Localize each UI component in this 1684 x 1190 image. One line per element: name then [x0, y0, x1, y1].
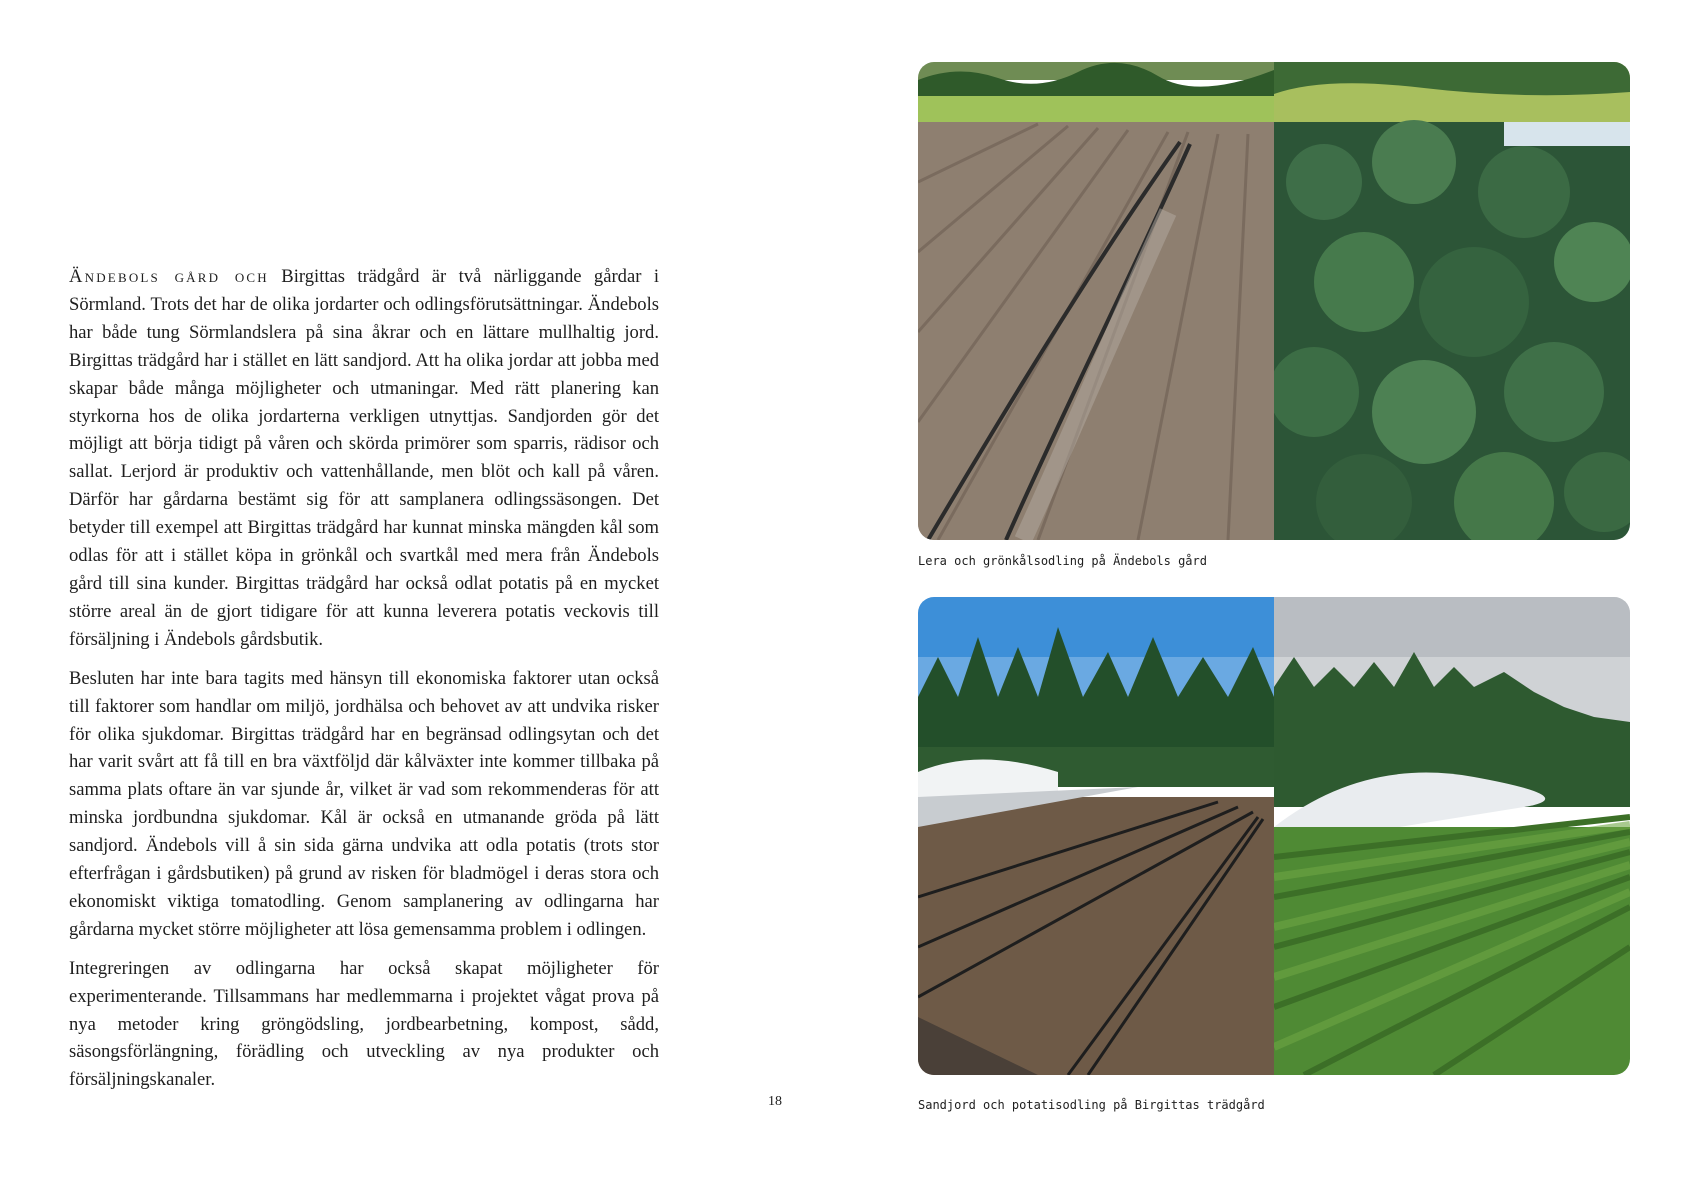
sandy-soil-photo	[918, 597, 1274, 1075]
bottom-photo-pair	[918, 597, 1630, 1075]
lead-in: Ändebols gård och	[69, 266, 269, 287]
paragraph-2: Besluten har inte bara tagits med hänsyn till ekonomiska faktorer utan också till faktorer som handlar om miljö, jordhälsa och behovet av att undvika risker för olika sjukdomar. Birgittas trädgård har en begränsad odlingsytan och det har varit svårt att få till en bra växtföljd där kålväxter inte kommer tillbaka på samma plats oftare än var sjunde år, vilket är vad som rekommenderas för att minska jordbundna sjukdomar. Kål är också en utmanande gröda på lätt sandjord. Ändebols vill å sin sida gärna undvika att odla potatis (trots stor efterfrågan i gårdsbutiken) på grund av risken för bladmögel i deras stora och ekonomiskt viktiga tomatodling. Genom samplanering av odlingarna har gårdarna mycket större möjligheter att lösa gemensamma problem i odlingen.	[69, 667, 659, 940]
paragraph-1-text: Birgittas trädgård är två närliggande gårdar i Sörmland. Trots det har de olika jordarter och odlingsförutsättningar. Ändebols har både tung Sörmlandslera på sina åkrar och en lättare mullhaltig jord. Birgittas trädgård har i stället en lätt sandjord. Att ha olika jordar att jobba med skapar både många möjligheter och utmaningar. Med rätt planering kan styrkorna hos de olika jordarterna verkligen utnyttjas. Sandjorden gör det möjligt att börja tidigt på våren och skörda primörer som sparris, rädisor och sallat. Lerjord är produktiv och vattenhållande, men blöt och kall på våren. Därför har gårdarna bestämt sig för att samplanera odlingssäsongen. Det betyder till exempel att Birgittas trädgård har kunnat minska mängden kål som odlas för att i stället köpa in grönkål och svartkål med mera från Ändebols gård till sina kunder. Birgittas trädgård har också odlat potatis på en mycket större areal än de gjort tidigare för att kunna leverera potatis veckovis till försäljning i Ändebols gårdsbutik.	[69, 266, 659, 650]
article-body	[69, 263, 659, 1105]
paragraph-3: Integreringen av odlingarna har också skapat möjligheter för experimenterande. Tillsammans har medlemmarna i projektet vågat prova på nya metoder kring gröngödsling, jordbearbetning, kompost, sådd, säsongsförlängning, förädling och utveckling av nya produkter och försäljningskanaler.	[69, 957, 659, 1091]
potato-field-photo	[1274, 597, 1630, 1075]
clay-field-photo	[918, 62, 1274, 540]
top-photo-pair	[918, 62, 1630, 540]
top-photo-caption: Lera och grönkålsodling på Ändebols gård	[918, 554, 1207, 568]
page-number: 18	[768, 1094, 782, 1109]
kale-field-photo	[1274, 62, 1630, 540]
bottom-photo-caption: Sandjord och potatisodling på Birgittas trädgård	[918, 1098, 1265, 1112]
paragraph-1	[69, 263, 659, 654]
